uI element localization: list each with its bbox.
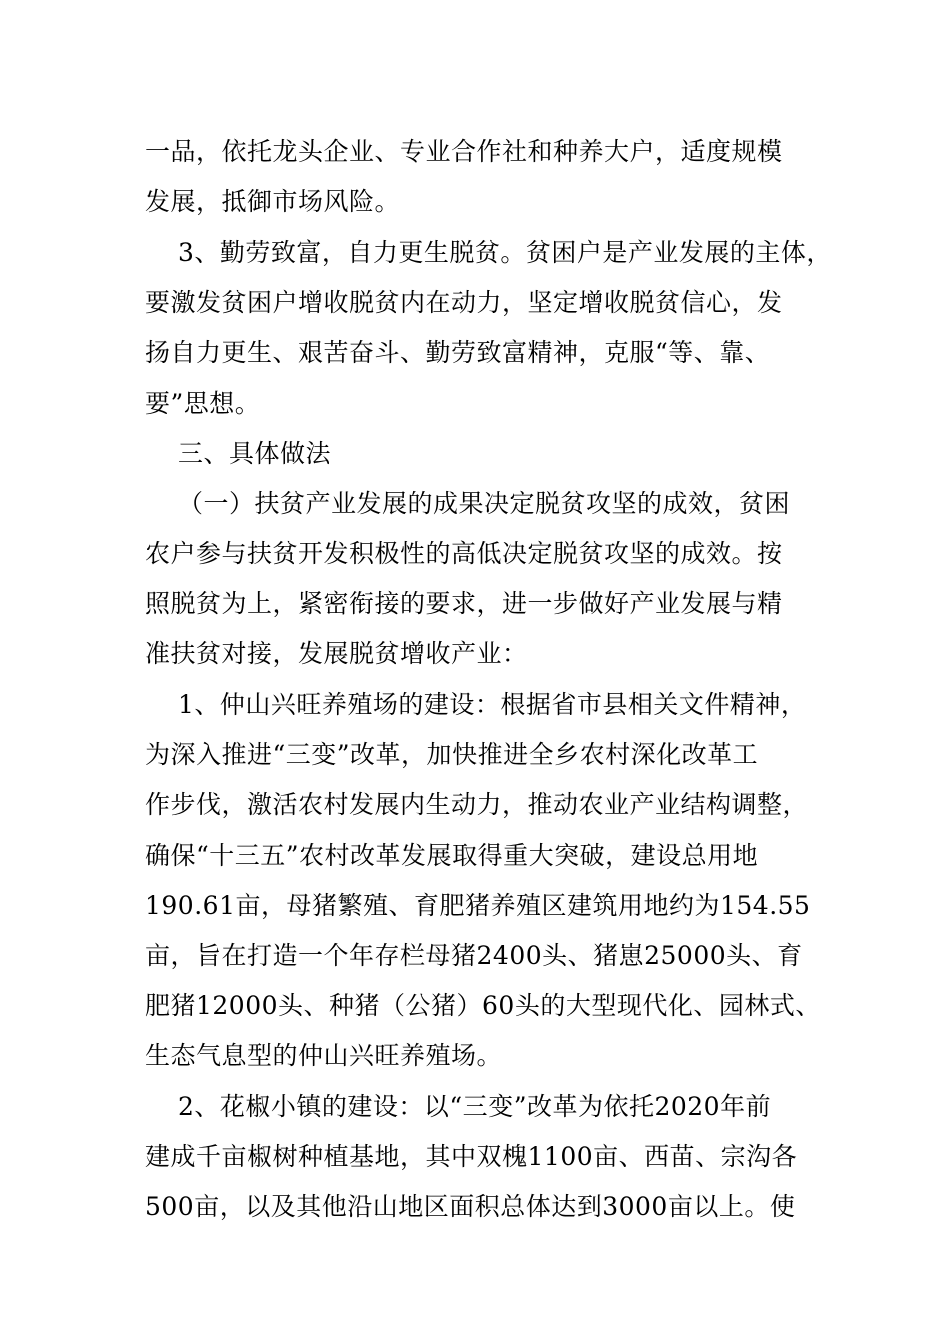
text-line-3: 3、勤劳致富，自力更生脱贫。贫困户是产业发展的主体，	[178, 238, 832, 267]
text-line-8: （一）扶贫产业发展的成果决定脱贫攻坚的成效，贫困	[178, 489, 791, 518]
text-line-14: 作步伐，激活农村发展内生动力，推动农业产业结构调整，	[145, 790, 809, 819]
text-line-18: 肥猪12000头、种猪（公猪）60头的大型现代化、园林式、	[145, 991, 821, 1020]
text-line-21: 建成千亩椒树种植基地，其中双槐1100亩、西苗、宗沟各	[145, 1142, 798, 1171]
text-line-17: 亩，旨在打造一个年存栏母猪2400头、猪崽25000头、育	[145, 941, 803, 970]
text-line-5: 扬自力更生、艰苦奋斗、勤劳致富精神，克服“等、靠、	[145, 338, 771, 367]
text-line-10: 照脱贫为上，紧密衔接的要求，进一步做好产业发展与精	[145, 589, 783, 618]
text-line-15: 确保“十三五”农村改革发展取得重大突破，建设总用地	[145, 841, 759, 870]
section-heading: 三、具体做法	[178, 439, 332, 468]
text-line-1: 一品，依托龙头企业、专业合作社和种养大户，适度规模	[145, 137, 783, 166]
text-line-2: 发展，抵御市场风险。	[145, 187, 401, 216]
text-line-13: 为深入推进“三变”改革，加快推进全乡农村深化改革工	[145, 740, 759, 769]
text-line-19: 生态气息型的仲山兴旺养殖场。	[145, 1041, 503, 1070]
text-line-6: 要”思想。	[145, 389, 261, 418]
text-line-11: 准扶贫对接，发展脱贫增收产业：	[145, 639, 528, 668]
text-line-22: 500亩，以及其他沿山地区面积总体达到3000亩以上。使	[145, 1192, 796, 1221]
text-line-12: 1、仲山兴旺养殖场的建设：根据省市县相关文件精神，	[178, 690, 807, 719]
text-line-4: 要激发贫困户增收脱贫内在动力，坚定增收脱贫信心，发	[145, 288, 783, 317]
text-line-16: 190.61亩，母猪繁殖、育肥猪养殖区建筑用地约为154.55	[145, 891, 811, 920]
text-line-9: 农户参与扶贫开发积极性的高低决定脱贫攻坚的成效。按	[145, 539, 783, 568]
text-line-20: 2、花椒小镇的建设：以“三变”改革为依托2020年前	[178, 1092, 772, 1121]
